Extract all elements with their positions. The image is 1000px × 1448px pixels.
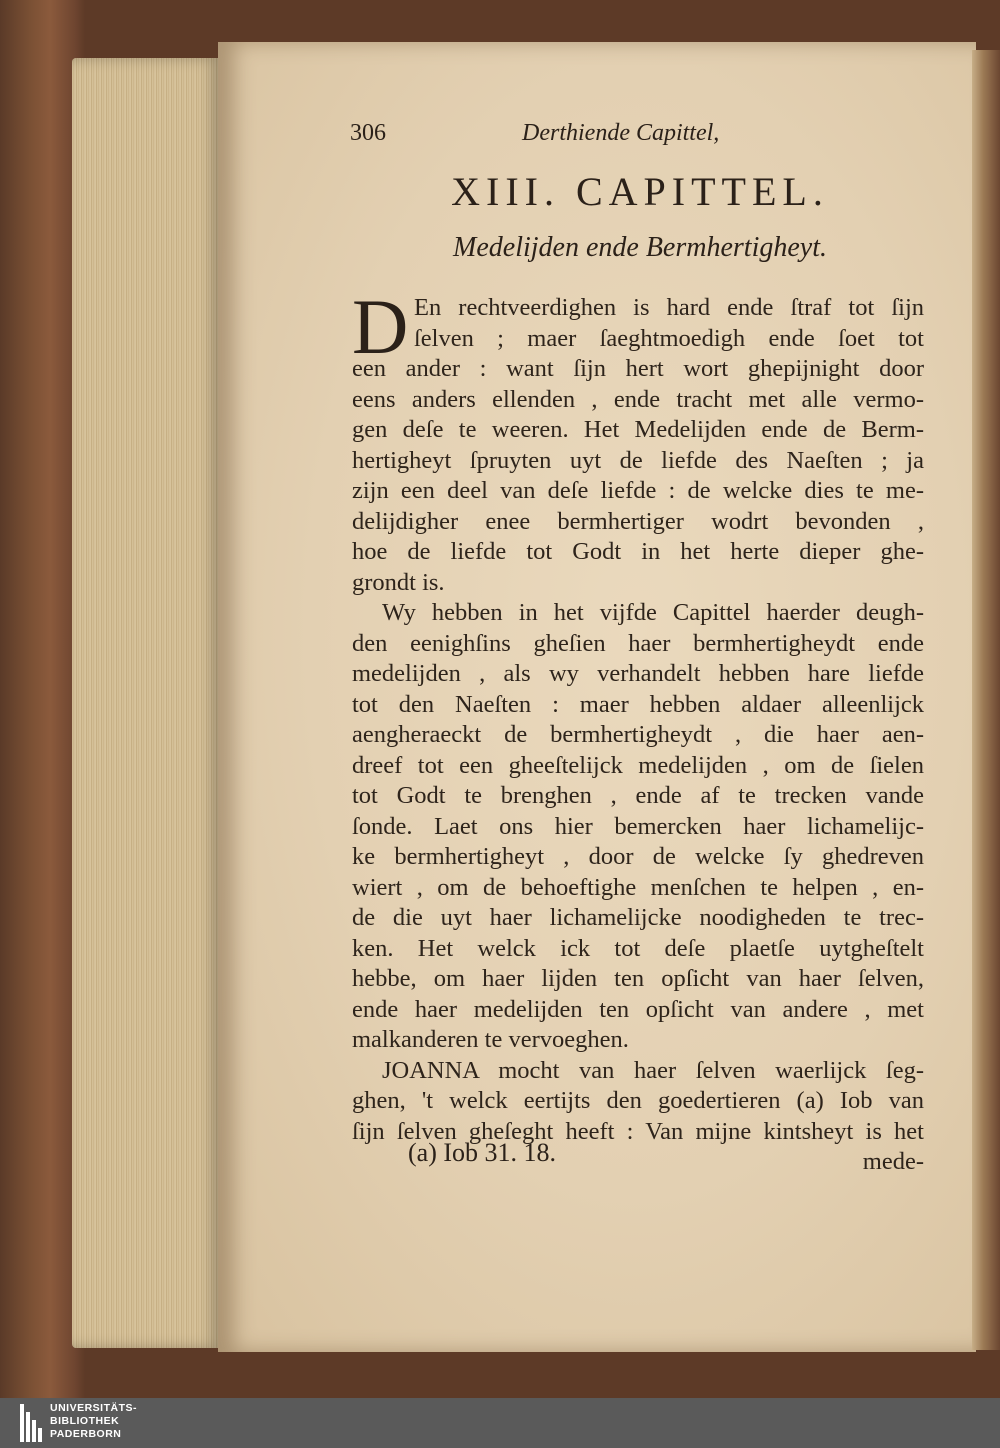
library-logo-icon xyxy=(20,1404,42,1442)
text-line: aengheraeckt de bermhertigheydt , die haer aen- xyxy=(352,721,924,748)
page-block-edges xyxy=(72,58,222,1348)
text-line: medelijden , als wy verhandelt hebben hare liefde xyxy=(352,660,924,687)
library-footer xyxy=(0,1398,1000,1448)
text-line: wiert , om de behoeftighe menſchen te helpen , en- xyxy=(352,873,924,901)
text-line: tot den Naeſten : maer hebben aldaer alleenlijck xyxy=(352,690,924,718)
text-line: zijn een deel van deſe liefde : de welcke dies te me- xyxy=(352,477,924,504)
text-line: gen deſe te weeren. Het Medelijden ende de Berm- xyxy=(352,416,924,443)
text-line: ſonde. Laet ons hier bemercken haer lichamelijc- xyxy=(352,812,924,840)
library-name-line: UNIVERSITÄTS- xyxy=(50,1402,138,1414)
text-line: een ander : want ſijn hert wort ghepijnight door xyxy=(352,355,924,382)
running-title: Derthiende Capittel, xyxy=(522,120,720,146)
chapter-subtitle: Medelijden ende Bermhertigheyt. xyxy=(453,232,827,263)
library-name-line: PADERBORN xyxy=(50,1428,122,1440)
text-line: eens anders ellenden , ende tracht met alle vermo- xyxy=(352,385,924,413)
text-line: ghen, 't welck eertijts den goedertieren (a) Iob van xyxy=(352,1087,924,1114)
text-line: tot Godt te brenghen , ende af te trecken vande xyxy=(352,782,924,809)
body-text xyxy=(352,283,924,1178)
text-line: hebbe, om haer lijden ten opſicht van haer ſelven, xyxy=(352,965,924,992)
running-head xyxy=(350,120,910,156)
page-number: 306 xyxy=(350,120,386,146)
footnote: (a) Iob 31. 18. xyxy=(408,1138,557,1167)
text-line: ſijn ſelven gheſeght heeft : Van mijne kintsheyt is het xyxy=(352,1117,924,1145)
text-line: dreef tot een gheeſtelijck medelijden , om de ſielen xyxy=(352,751,924,779)
text-line: delijdigher enee bermhertiger wodrt bevonden , xyxy=(352,507,924,535)
text-line: ende haer medelijden ten opſicht van andere , met xyxy=(352,995,924,1023)
text-line: ke bermhertigheyt , door de welcke ſy ghedreven xyxy=(352,843,924,870)
drop-cap: D xyxy=(352,283,409,370)
text-line: JOANNA mocht van haer ſelven waerlijck ſeg- xyxy=(382,1056,924,1084)
text-line: hoe de liefde tot Godt in het herte dieper ghe- xyxy=(352,538,924,565)
text-line: ken. Het welck ick tot deſe plaetſe uytgheſtelt xyxy=(352,934,924,962)
text-line: malkanderen te vervoeghen. xyxy=(352,1026,629,1053)
text-line: Wy hebben in het vijfde Capittel haerder deugh- xyxy=(382,599,924,626)
text-line: den eenighſins gheſien haer bermhertigheydt ende xyxy=(352,629,924,657)
text-line: hertigheyt ſpruyten uyt de liefde des Naeſten ; ja xyxy=(352,446,924,474)
text-line: grondt is. xyxy=(352,568,445,596)
text-line: de die uyt haer lichamelijcke noodigheden te trec- xyxy=(352,904,924,931)
library-name-line: BIBLIOTHEK xyxy=(50,1415,120,1427)
catchword: mede- xyxy=(862,1148,924,1175)
library-name xyxy=(50,1402,137,1441)
chapter-heading: XIII. CAPITTEL. xyxy=(451,169,829,214)
text-line: ſelven ; maer ſaeghtmoedigh ende ſoet tot xyxy=(414,324,924,352)
text-line: En rechtveerdighen is hard ende ſtraf tot ſijn xyxy=(414,294,924,321)
book-right-edge xyxy=(972,50,1000,1350)
